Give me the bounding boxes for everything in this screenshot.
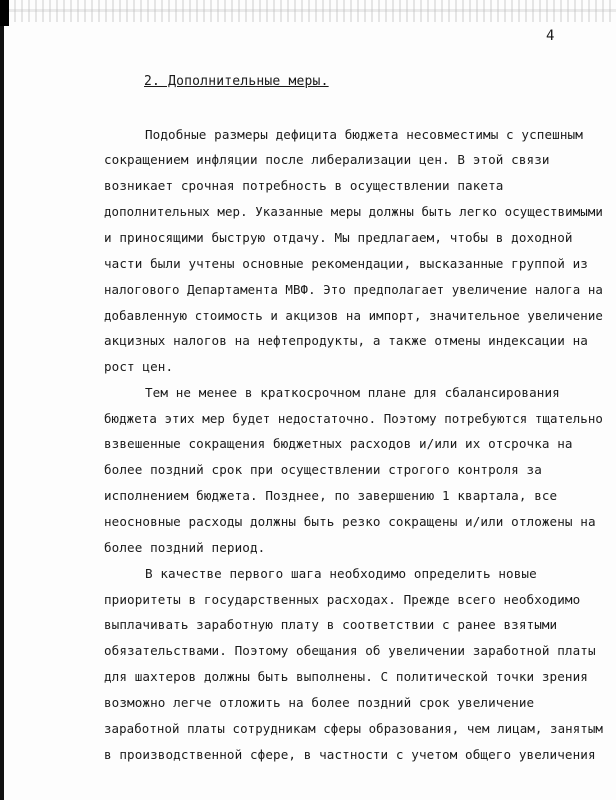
text-line: налогового Департамента МВФ. Это предполагает увеличение налога на: [104, 282, 603, 297]
text-line: в производственной сфере, в частности с учетом общего увеличения: [104, 747, 596, 762]
text-line: более поздний период.: [104, 540, 266, 555]
text-line: заработной платы сотрудникам сферы образования, чем лицам, занятым: [104, 721, 603, 736]
text-line: и приносящими быструю отдачу. Мы предлагаем, чтобы в доходной: [104, 230, 573, 245]
text-line: приоритеты в государственных расходах. Прежде всего необходимо: [104, 592, 581, 607]
text-line: сокращением инфляции после либерализации цен. В этой связи: [104, 152, 550, 167]
text-line: Подобные размеры дефицита бюджета несовместимы с успешным: [145, 127, 583, 142]
text-line: обязательствами. Поэтому обещания об увеличении заработной платы: [104, 643, 596, 658]
text-line: более поздний срок при осуществлении строгого контроля за: [104, 462, 542, 477]
text-line: для шахтеров должны быть выполнены. С политической точки зрения: [104, 669, 588, 684]
text-line: бюджета этих мер будет недостаточно. Поэтому потребуются тщательно: [104, 411, 603, 426]
text-line: рост цен.: [104, 359, 174, 374]
text-line: Тем не менее в краткосрочном плане для сбалансирования: [145, 385, 560, 400]
text-line: выплачивать заработную плату в соответствии с ранее взятыми: [104, 617, 558, 632]
scan-edge-bar: [0, 0, 4, 800]
text-line: возникает срочная потребность в осуществлении пакета: [104, 178, 504, 193]
section-heading: 2. Дополнительные меры.: [144, 74, 329, 89]
text-line: добавленную стоимость и акцизов на импорт, значительное увеличение: [104, 308, 603, 323]
text-line: дополнительных мер. Указанные меры должны быть легко осуществимыми: [104, 204, 603, 219]
text-line: возможно легче отложить на более поздний срок увеличение: [104, 695, 535, 710]
scan-edge-mark: [0, 0, 9, 26]
text-line: взвешенные сокращения бюджетных расходов и/или их отсрочка на: [104, 436, 573, 451]
text-line: акцизных налогов на нефтепродукты, а также отмены индексации на: [104, 333, 588, 348]
scan-artifact-top: [0, 0, 616, 22]
text-line: исполнением бюджета. Позднее, по завершению 1 квартала, все: [104, 488, 558, 503]
text-line: неосновные расходы должны быть резко сокращены и/или отложены на: [104, 514, 596, 529]
text-line: части были учтены основные рекомендации, высказанные группой из: [104, 256, 588, 271]
text-line: В качестве первого шага необходимо определить новые: [145, 566, 537, 581]
page-number: 4: [546, 28, 555, 44]
